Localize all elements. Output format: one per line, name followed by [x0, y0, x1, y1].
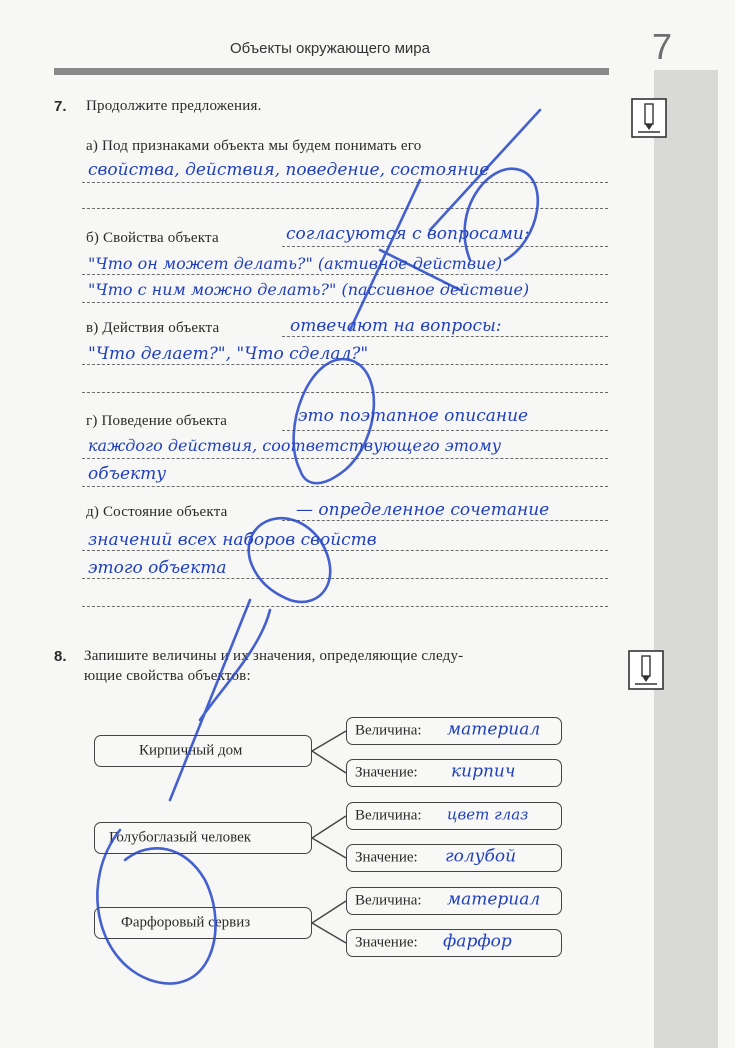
task-7c-answer-line1: отвечают на вопросы: [290, 316, 502, 336]
task-7a-prompt: а) Под признаками объекта мы будем понимать его [86, 138, 422, 154]
quantity-box [346, 802, 562, 830]
task-7b-answer-line2: "Что он может делать?" (активное действие) [88, 254, 503, 273]
value-box [346, 929, 562, 957]
task-7a-answer-line1: свойства, действия, поведение, состояние [88, 160, 490, 180]
task-7e-answer-line2: значений всех наборов свойств [88, 530, 377, 550]
quantity-box [346, 717, 562, 745]
quantity-label: Величина: [355, 722, 422, 739]
object-name: Фарфоровый сервиз [121, 914, 251, 931]
quantity-answer: цвет глаз [447, 805, 529, 824]
task-7-instruction: Продолжите предложения. [86, 98, 262, 114]
page-number: 7 [652, 26, 673, 67]
task-7e-answer-line3: этого объекта [88, 558, 227, 578]
quantity-answer: материал [447, 719, 541, 740]
task-7d-answer-line3: объекту [88, 464, 167, 484]
page-header-title: Объекты окружающего мира [230, 40, 430, 57]
value-label: Значение: [355, 849, 418, 866]
object-box [94, 907, 312, 939]
task-7b-prompt: б) Свойства объекта [86, 230, 219, 246]
quantity-answer: материал [447, 889, 541, 910]
task-7c-prompt: в) Действия объекта [86, 320, 220, 336]
task-7b-answer-line1: согласуются с вопросами: [286, 224, 530, 244]
quantity-label: Величина: [355, 892, 422, 909]
task-7e-prompt: д) Состояние объекта [86, 504, 228, 520]
object-name: Кирпичный дом [139, 742, 243, 759]
value-label: Значение: [355, 764, 418, 781]
task-8-instruction-line2: ющие свойства объектов: [84, 668, 251, 684]
task-7d-prompt: г) Поведение объекта [86, 413, 228, 429]
value-box [346, 759, 562, 787]
value-box [346, 844, 562, 872]
task-7d-answer-line2: каждого действия, соответствующего этому [88, 436, 502, 455]
value-answer: фарфор [443, 931, 512, 952]
object-name: Голубоглазый человек [109, 829, 252, 846]
task-7c-answer-line2: "Что делает?", "Что сделал?" [88, 344, 369, 364]
quantity-box [346, 887, 562, 915]
quantity-label: Величина: [355, 807, 422, 824]
task-7b-answer-line3: "Что с ним можно делать?" (пассивное действие) [88, 280, 530, 299]
object-box [94, 822, 312, 854]
value-label: Значение: [355, 934, 418, 951]
object-box [94, 735, 312, 767]
task-8-number: 8. [54, 648, 67, 665]
task-8-instruction-line1: Запишите величины и их значения, определяющие следу- [84, 648, 464, 664]
value-answer: кирпич [451, 761, 516, 782]
value-answer: голубой [445, 846, 517, 867]
task-7d-answer-line1: это поэтапное описание [298, 406, 529, 426]
task-7-number: 7. [54, 98, 67, 115]
task-7e-answer-line1: — определенное сочетание [296, 500, 550, 520]
